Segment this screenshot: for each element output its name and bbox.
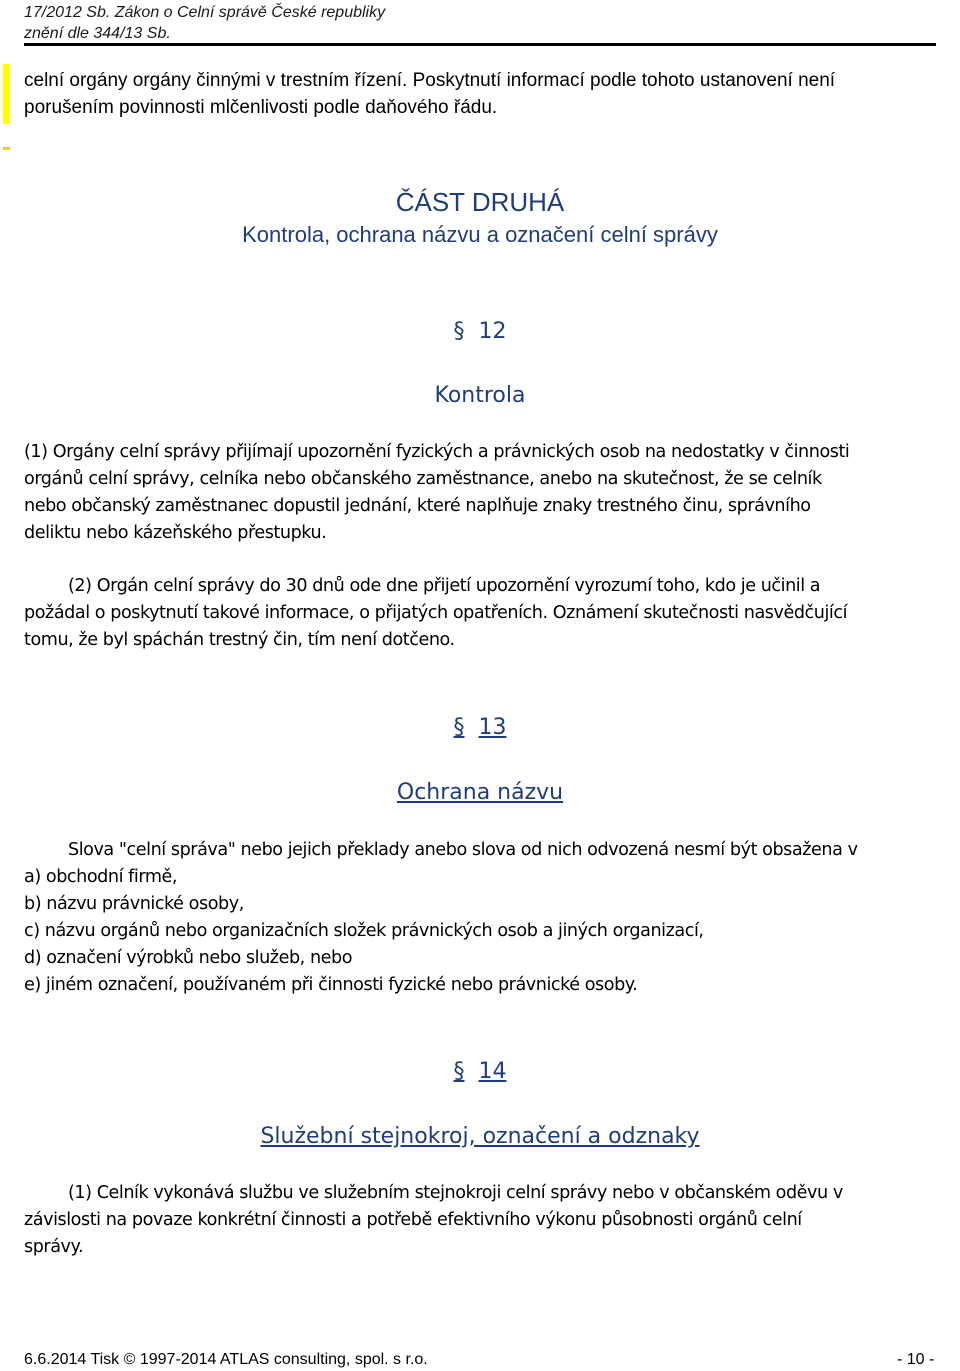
change-marker <box>3 64 10 124</box>
list-item: d) označení výrobků nebo služeb, nebo <box>24 948 353 968</box>
list-item: c) názvu orgánů nebo organizačních složek právnických osob a jiných organizací, <box>24 921 704 941</box>
paragraph-line: orgánů celní správy, celníka nebo občanského zaměstnance, anebo na skutečnost, že se celník <box>24 469 822 489</box>
header-divider <box>24 43 936 46</box>
header-version: znění dle 344/13 Sb. <box>24 25 171 42</box>
section-number <box>0 1058 960 1086</box>
section-paragraph <box>24 837 944 999</box>
section-number-value: 12 <box>478 319 507 344</box>
section-title: Služební stejnokroj, označení a odznaky <box>260 1124 700 1149</box>
section-paragraph <box>24 573 944 654</box>
list-item: b) názvu právnické osoby, <box>24 894 244 914</box>
list-item: e) jiném označení, používaném při činnosti fyzické nebo právnické osoby. <box>24 975 638 995</box>
section-symbol: § <box>453 1059 465 1084</box>
header-title: 17/2012 Sb. Zákon o Celní správě České republiky <box>24 4 386 21</box>
section-paragraph <box>24 1180 944 1261</box>
change-marker-small <box>3 147 10 150</box>
intro-paragraph <box>24 67 944 121</box>
section-number <box>0 318 960 346</box>
page-number: - 10 - <box>897 1351 935 1368</box>
intro-line: porušením povinnosti mlčenlivosti podle daňového řádu. <box>24 97 498 118</box>
footer-print-info: 6.6.2014 Tisk © 1997-2014 ATLAS consulting, spol. s r.o. <box>24 1351 428 1368</box>
paragraph-line: správy. <box>24 1237 84 1257</box>
section-symbol: § <box>453 319 465 344</box>
intro-line: celní orgány orgány činnými v trestním řízení. Poskytnutí informací podle tohoto ustanovení není <box>24 70 836 91</box>
paragraph-line: tomu, že byl spáchán trestný čin, tím není dotčeno. <box>24 630 455 650</box>
paragraph-line: požádal o poskytnutí takové informace, o přijatých opatřeních. Oznámení skutečnosti nasvědčující <box>24 603 848 623</box>
document-header <box>24 2 385 44</box>
paragraph-line: (1) Celník vykonává službu ve služebním stejnokroji celní správy nebo v občanském oděvu v <box>68 1183 843 1203</box>
part-subtitle: Kontrola, ochrana názvu a označení celní správy <box>242 222 718 247</box>
section-number-value: 14 <box>478 1059 507 1084</box>
paragraph-line: deliktu nebo kázeňského přestupku. <box>24 523 327 543</box>
part-title: ČÁST DRUHÁ <box>395 187 565 217</box>
list-item: a) obchodní firmě, <box>24 867 178 887</box>
paragraph-line: (1) Orgány celní správy přijímají upozornění fyzických a právnických osob na nedostatky v činnosti <box>24 442 850 462</box>
paragraph-line: závislosti na povaze konkrétní činnosti a potřebě efektivního výkonu působnosti orgánů celní <box>24 1210 802 1230</box>
section-title: Ochrana názvu <box>396 780 564 805</box>
section-title: Kontrola <box>434 383 526 408</box>
section-number-value: 13 <box>478 715 507 740</box>
section-number <box>0 714 960 742</box>
section-paragraph <box>24 439 944 547</box>
paragraph-line: nebo občanský zaměstnanec dopustil jednání, které naplňuje znaky trestného činu, správního <box>24 496 811 516</box>
paragraph-line: (2) Orgán celní správy do 30 dnů ode dne přijetí upozornění vyrozumí toho, kdo je učinil a <box>68 576 821 596</box>
paragraph-line: Slova "celní správa" nebo jejich překlady anebo slova od nich odvozená nesmí být obsažena v <box>68 840 858 860</box>
section-symbol: § <box>453 715 465 740</box>
